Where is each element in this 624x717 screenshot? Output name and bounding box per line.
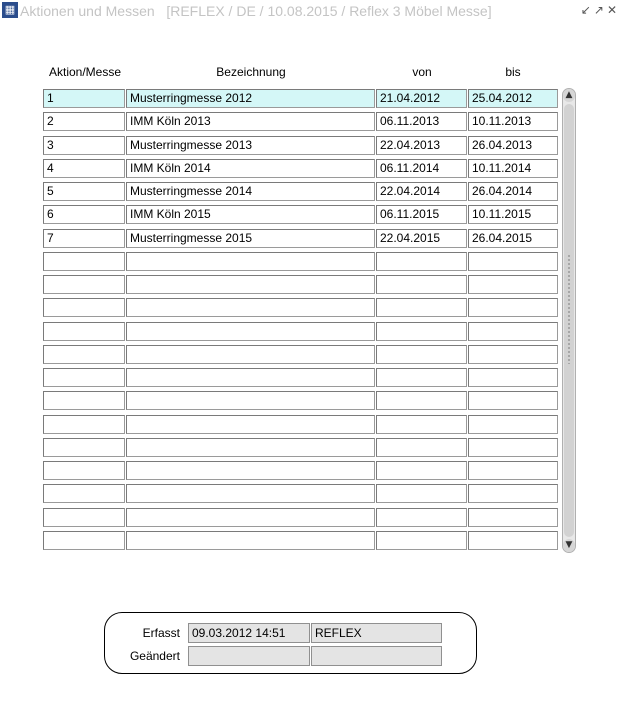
aktion-cell[interactable] bbox=[43, 252, 125, 271]
bis-cell[interactable] bbox=[468, 275, 558, 294]
bezeichnung-cell[interactable] bbox=[126, 531, 375, 550]
bis-cell[interactable] bbox=[468, 391, 558, 410]
bis-cell[interactable] bbox=[468, 298, 558, 317]
bezeichnung-cell[interactable] bbox=[126, 391, 375, 410]
bis-cell[interactable]: 10.11.2015 bbox=[468, 205, 558, 224]
von-cell[interactable] bbox=[376, 345, 467, 364]
bis-cell[interactable] bbox=[468, 345, 558, 364]
bezeichnung-cell[interactable] bbox=[126, 415, 375, 434]
bis-cell[interactable] bbox=[468, 438, 558, 457]
von-cell[interactable]: 21.04.2012 bbox=[376, 89, 467, 108]
bezeichnung-cell[interactable] bbox=[126, 322, 375, 341]
geaendert-label: Geändert bbox=[129, 649, 180, 663]
von-cell[interactable] bbox=[376, 531, 467, 550]
bezeichnung-cell[interactable] bbox=[126, 298, 375, 317]
bezeichnung-cell[interactable] bbox=[126, 461, 375, 480]
scroll-up-icon[interactable]: ▲ bbox=[563, 89, 575, 102]
geaendert-date-field bbox=[188, 646, 310, 666]
von-cell[interactable] bbox=[376, 298, 467, 317]
bezeichnung-cell[interactable] bbox=[126, 368, 375, 387]
close-icon[interactable]: ✕ bbox=[606, 3, 620, 17]
von-cell[interactable] bbox=[376, 461, 467, 480]
aktion-cell[interactable] bbox=[43, 438, 125, 457]
aktion-cell[interactable]: 5 bbox=[43, 182, 125, 201]
bis-cell[interactable] bbox=[468, 322, 558, 341]
header-bezeichnung: Bezeichnung bbox=[216, 65, 286, 79]
bis-cell[interactable] bbox=[468, 368, 558, 387]
bezeichnung-cell[interactable]: IMM Köln 2015 bbox=[126, 205, 375, 224]
bis-cell[interactable] bbox=[468, 415, 558, 434]
von-cell[interactable] bbox=[376, 508, 467, 527]
bezeichnung-cell[interactable]: Musterringmesse 2014 bbox=[126, 182, 375, 201]
bezeichnung-cell[interactable]: Musterringmesse 2012 bbox=[126, 89, 375, 108]
bezeichnung-cell[interactable] bbox=[126, 275, 375, 294]
von-cell[interactable] bbox=[376, 438, 467, 457]
header-von: von bbox=[412, 65, 432, 79]
erfasst-label: Erfasst bbox=[142, 626, 180, 640]
bis-cell[interactable]: 25.04.2012 bbox=[468, 89, 558, 108]
window-context: [REFLEX / DE / 10.08.2015 / Reflex 3 Möbel Messe] bbox=[166, 3, 492, 19]
von-cell[interactable] bbox=[376, 322, 467, 341]
scroll-down-icon[interactable]: ▼ bbox=[563, 539, 575, 552]
bezeichnung-cell[interactable] bbox=[126, 345, 375, 364]
aktion-cell[interactable]: 2 bbox=[43, 112, 125, 131]
von-cell[interactable] bbox=[376, 391, 467, 410]
bis-cell[interactable] bbox=[468, 508, 558, 527]
von-cell[interactable]: 22.04.2013 bbox=[376, 136, 467, 155]
aktion-cell[interactable] bbox=[43, 345, 125, 364]
bis-cell[interactable] bbox=[468, 252, 558, 271]
von-cell[interactable]: 22.04.2014 bbox=[376, 182, 467, 201]
von-cell[interactable] bbox=[376, 415, 467, 434]
bezeichnung-cell[interactable]: Musterringmesse 2015 bbox=[126, 229, 375, 248]
erfasst-user-field: REFLEX bbox=[311, 623, 442, 643]
minimize-icon[interactable]: ↙ bbox=[580, 3, 594, 17]
aktion-cell[interactable] bbox=[43, 368, 125, 387]
bezeichnung-cell[interactable] bbox=[126, 252, 375, 271]
aktion-cell[interactable]: 7 bbox=[43, 229, 125, 248]
von-cell[interactable] bbox=[376, 484, 467, 503]
aktion-cell[interactable] bbox=[43, 531, 125, 550]
von-cell[interactable]: 06.11.2013 bbox=[376, 112, 467, 131]
aktion-cell[interactable] bbox=[43, 508, 125, 527]
bis-cell[interactable]: 26.04.2015 bbox=[468, 229, 558, 248]
bezeichnung-cell[interactable] bbox=[126, 438, 375, 457]
bis-cell[interactable]: 26.04.2013 bbox=[468, 136, 558, 155]
maximize-icon[interactable]: ↗ bbox=[593, 3, 607, 17]
erfasst-date-field: 09.03.2012 14:51 bbox=[188, 623, 310, 643]
header-aktion: Aktion/Messe bbox=[48, 65, 122, 79]
bis-cell[interactable]: 26.04.2014 bbox=[468, 182, 558, 201]
aktion-cell[interactable]: 4 bbox=[43, 159, 125, 178]
window-controls bbox=[581, 3, 620, 17]
aktion-cell[interactable] bbox=[43, 298, 125, 317]
bis-cell[interactable] bbox=[468, 531, 558, 550]
bis-cell[interactable] bbox=[468, 461, 558, 480]
title-bar bbox=[0, 0, 624, 22]
bis-cell[interactable] bbox=[468, 484, 558, 503]
header-bis: bis bbox=[505, 65, 521, 79]
geaendert-user-field bbox=[311, 646, 442, 666]
aktion-cell[interactable]: 1 bbox=[43, 89, 125, 108]
aktion-cell[interactable]: 3 bbox=[43, 136, 125, 155]
aktion-cell[interactable]: 6 bbox=[43, 205, 125, 224]
von-cell[interactable] bbox=[376, 368, 467, 387]
grip-icon bbox=[567, 254, 571, 364]
bezeichnung-cell[interactable] bbox=[126, 508, 375, 527]
aktion-cell[interactable] bbox=[43, 391, 125, 410]
bezeichnung-cell[interactable]: IMM Köln 2014 bbox=[126, 159, 375, 178]
von-cell[interactable] bbox=[376, 275, 467, 294]
bis-cell[interactable]: 10.11.2013 bbox=[468, 112, 558, 131]
app-icon[interactable]: ▦ bbox=[2, 2, 18, 18]
von-cell[interactable]: 06.11.2015 bbox=[376, 205, 467, 224]
bezeichnung-cell[interactable]: Musterringmesse 2013 bbox=[126, 136, 375, 155]
bis-cell[interactable]: 10.11.2014 bbox=[468, 159, 558, 178]
aktion-cell[interactable] bbox=[43, 275, 125, 294]
von-cell[interactable]: 06.11.2014 bbox=[376, 159, 467, 178]
aktion-cell[interactable] bbox=[43, 461, 125, 480]
aktion-cell[interactable] bbox=[43, 415, 125, 434]
von-cell[interactable] bbox=[376, 252, 467, 271]
bezeichnung-cell[interactable] bbox=[126, 484, 375, 503]
scroll-thumb[interactable] bbox=[564, 104, 574, 537]
window-title: Aktionen und Messen [REFLEX / DE / 10.08.2015 / Reflex 3 Möbel Messe] bbox=[20, 3, 492, 19]
aktion-cell[interactable] bbox=[43, 322, 125, 341]
von-cell[interactable]: 22.04.2015 bbox=[376, 229, 467, 248]
aktion-cell[interactable] bbox=[43, 484, 125, 503]
bezeichnung-cell[interactable]: IMM Köln 2013 bbox=[126, 112, 375, 131]
table-scrollbar[interactable] bbox=[562, 88, 576, 553]
